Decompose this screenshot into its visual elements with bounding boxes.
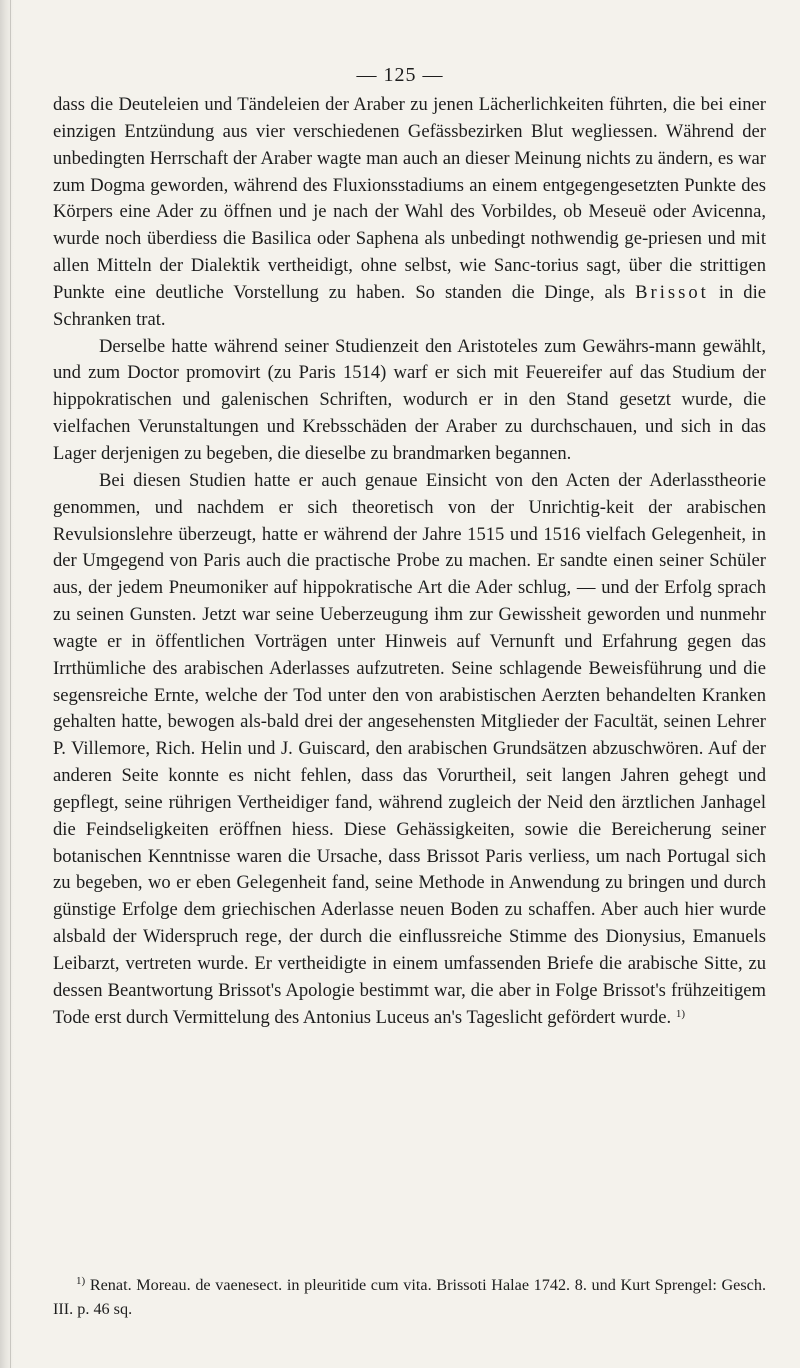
paragraph-2 [53,334,766,468]
page-number-header: — 125 — [356,64,444,86]
brissot-spaced-name: Brissot [635,281,709,303]
footnote-entry [53,1273,766,1321]
paragraph-2-text: Derselbe hatte während seiner Studienzeit den Aristoteles zum Gewährs-mann gewählt, und zum Doctor promovirt (zu Paris 1514) warf er sich mit Feuereifer auf das Studium der hippokratischen und galenischen Schriften, wodurch er in den Stand gesetzt wurde, die vielfachen Verunstaltungen und Krebsschäden der Araber zu durchschauen, und sich in das Lager derjenigen zu begeben, die dieselbe zu brandmarken begannen. [53,335,766,464]
main-text-block [53,92,766,1032]
footnote-block [53,1273,766,1321]
page-binding-shadow [0,0,14,1368]
paragraph-1-tail-before: So standen die Dinge, als [415,281,636,303]
page-binding-edge [10,0,11,1368]
paragraph-1-text: dass die Deuteleien und Tändeleien der Araber zu jenen Lächerlichkeiten führten, die bei einer einzigen Entzündung aus vier verschiedenen Gefässbezirken Blut wegliessen. Während der unbedingten Herrschaft der Araber wagte man auch an dieser Meinung nichts zu ändern, es war zum Dogma geworden, während des Fluxionsstadiums an einem entgegengesetzten Punkte des Körpers eine Ader zu öffnen und je nach der Wahl des Vorbildes, ob Meseuë oder Avicenna, wurde noch überdiess die Basilica oder Saphena als unbedingt nothwendig ge-priesen und mit allen Mitteln der Dialektik vertheidigt, ohne selbst, wie Sanc-torius sagt, über die strittigen Punkte eine deutliche Vorstellung zu haben. [53,94,766,303]
paragraph-3-text: Bei diesen Studien hatte er auch genaue Einsicht von den Acten der Aderlasstheorie genommen, und nachdem er sich theoretisch von der Unrichtig-keit der arabischen Revulsionslehre überzeugt, hatte er während der Jahre 1515 und 1516 vielfach Gelegenheit, in der Umgegend von Paris auch die practische Probe zu machen. Er sandte einen seiner Schüler aus, der jedem Pneumoniker auf hippokratische Art die Ader schlug, — und der Erfolg sprach zu seinen Gunsten. Jetzt war seine Ueberzeugung ihm zur Gewissheit geworden und nunmehr wagte er in öffentlichen Vorträgen unter Hinweis auf Vernunft und Erfahrung gegen das Irrthümliche des arabischen Aderlasses aufzutreten. Seine schlagende Beweisführung und die segensreiche Ernte, welche der Tod unter den von arabistischen Aerzten behandelten Kranken gehalten hatte, bewogen als-bald drei der angesehensten Mitglieder der Facultät, seinen Lehrer P. Villemore, Rich. Helin und J. Guiscard, den arabischen Grundsätzen abzuschwören. Auf der anderen Seite konnte es nicht fehlen, dass das Vorurtheil, seit langen Jahren gehegt und gepflegt, seine rührigen Vertheidiger fand, während zugleich der Neid den ärztlichen Janhagel die Feindseligkeiten eröffnen hiess. Diese Gehässigkeiten, sowie die Bereicherung seiner botanischen Kenntnisse waren die Ursache, dass Brissot Paris verliess, um nach Portugal sich zu begeben, wo er eben Gelegenheit fand, seine Methode in Anwendung zu bringen und durch günstige Erfolge dem griechischen Aderlasse neuen Boden zu schaffen. Aber auch hier wurde alsbald der Widerspruch rege, der durch die einflussreiche Stimme des Dionysius, Emanuels Leibarzt, vertreten wurde. Er vertheidigte in einem umfassenden Briefe die arabische Sitte, zu dessen Beantwortung Brissot's Apologie bestimmt war, die aber in Folge Brissot's frühzeitigem Tode erst durch Vermittelung des Antonius Luceus an's Tageslicht gefördert wurde. [53,469,766,1028]
footnote-reference: 1) [675,1007,685,1020]
footnote-text: Renat. Moreau. de vaenesect. in pleuritide cum vita. Brissoti Halae 1742. 8. und Kurt Sprengel: Gesch. III. p. 46 sq. [53,1276,766,1318]
footnote-marker: 1) [76,1275,86,1287]
paragraph-3 [53,468,766,1032]
paragraph-1 [53,92,766,334]
paragraph-1-tail-after: in die Schranken trat. [53,281,766,330]
